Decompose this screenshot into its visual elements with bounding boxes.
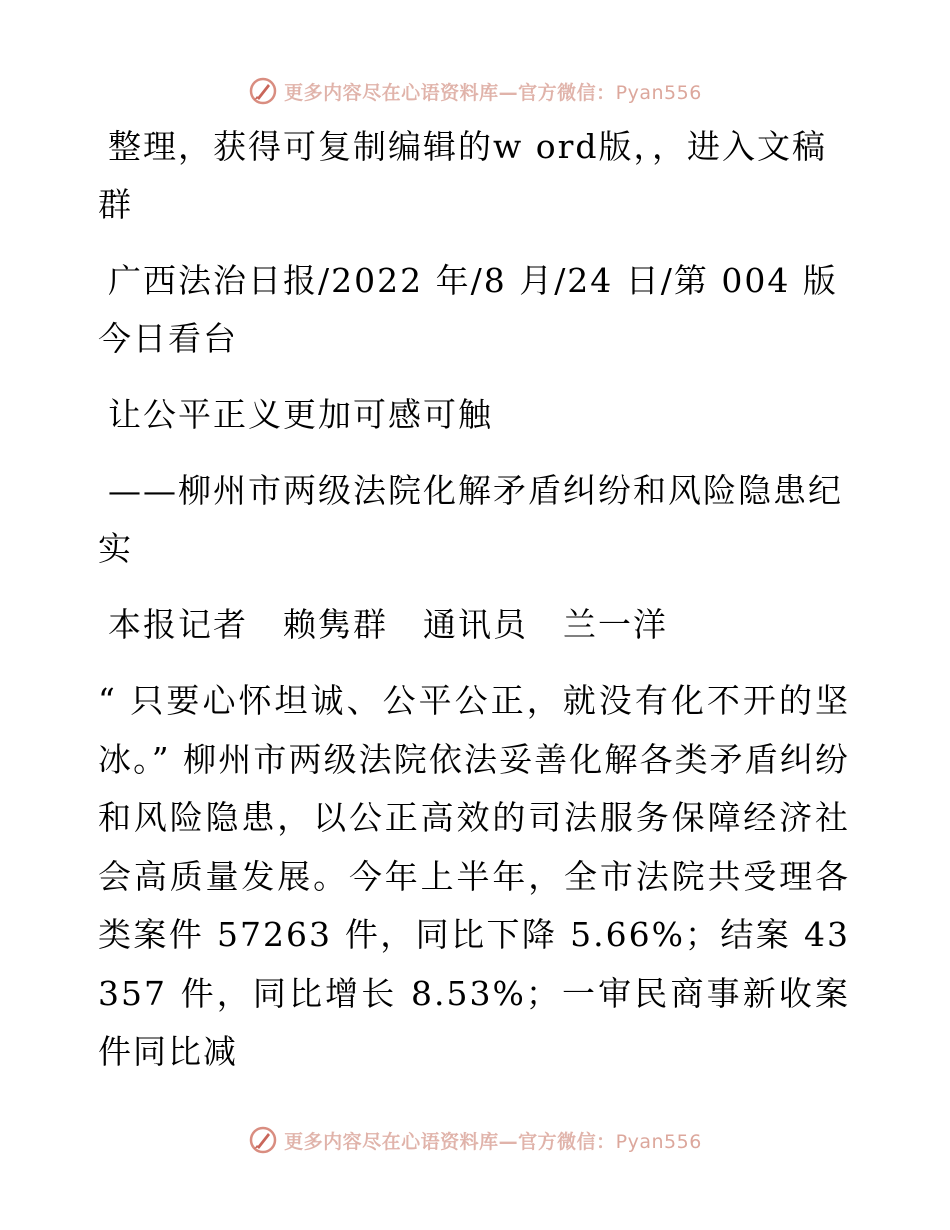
watermark-header [0,71,950,111]
watermark-footer [0,1120,950,1160]
article-title: 让公平正义更加可感可触 [108,395,493,434]
watermark-text [284,1127,702,1154]
publication-line: 广西法治日报/2022 年/8 月/24 日/第 004 版今日看台 [98,261,838,358]
document-body [98,118,850,1100]
body-paragraph: “ 只要心怀坦诚、公平公正，就没有化不开的坚冰。” 柳州市两级法院依法妥善化解各类矛盾纠纷和风险隐患，以公正高效的司法服务保障经济社会高质量发展。今年上半年，全市法院共受理各类案件 57263 件，同比下降 5.66%；结案 43357 件，同比增长 8.53%；一审民商事新收案件同比减 [98,681,850,1071]
byline: 本报记者 赖隽群 通讯员 兰一洋 [108,605,668,644]
watermark-label: 更多内容尽在心语资料库—官方微信： [284,81,616,104]
intro-note: 整理，获得可复制编辑的w ord版，，进入文稿群 [98,127,828,224]
watermark-text [284,78,702,105]
watermark-wechat-id: Pyan556 [615,81,702,104]
article-subtitle: ——柳州市两级法院化解矛盾纠纷和风险隐患纪实 [98,471,843,568]
watermark-wechat-id: Pyan556 [615,1130,702,1153]
quill-seal-icon [248,76,278,106]
quill-seal-icon [248,1125,278,1155]
watermark-label: 更多内容尽在心语资料库—官方微信： [284,1130,616,1153]
